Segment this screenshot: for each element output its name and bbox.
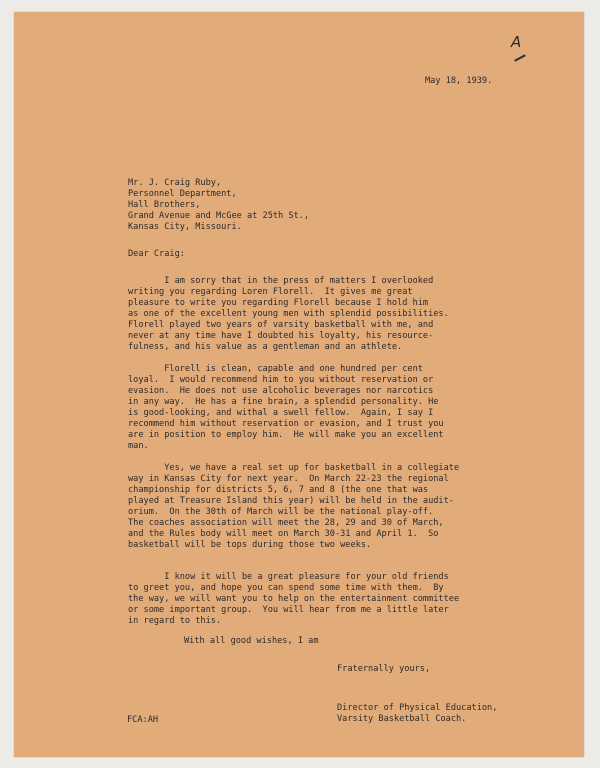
paragraph-line: orium. On the 30th of March will be the national play-off. <box>128 507 434 517</box>
letter-date: May 18, 1939. <box>425 76 493 86</box>
salutation: Dear Craig: <box>128 249 185 259</box>
paragraph-line: Florell played two years of varsity basketball with me, and <box>128 320 434 330</box>
closing-wishes: With all good wishes, I am <box>184 636 319 646</box>
paragraph-line: I am sorry that in the press of matters I overlooked <box>128 276 434 286</box>
paragraph-line: or some important group. You will hear from me a little later <box>128 605 449 615</box>
reference-initials: FCA:AH <box>127 715 159 725</box>
paragraph-line: to greet you, and hope you can spend some time with them. By <box>128 583 444 593</box>
body-paragraph-1 <box>128 276 449 353</box>
paragraph-line: in regard to this. <box>128 616 222 626</box>
paragraph-line: is good-looking, and withal a swell fellow. Again, I say I <box>128 408 434 418</box>
paragraph-line: man. <box>128 441 149 451</box>
corner-handwritten-mark: A <box>511 33 522 51</box>
paragraph-line: recommend him without reservation or evasion, and I trust you <box>128 419 444 429</box>
paragraph-line: played at Treasure Island this year) will be held in the audit- <box>128 496 454 506</box>
signature-line: Director of Physical Education, <box>337 703 498 713</box>
address-line: Kansas City, Missouri. <box>128 222 242 232</box>
paragraph-line: championship for districts 5, 6, 7 and 8 (the one that was <box>128 485 429 495</box>
signature-line: Varsity Basketball Coach. <box>337 714 467 724</box>
address-line: Personnel Department, <box>128 189 237 199</box>
paragraph-line: pleasure to write you regarding Florell because I hold him <box>128 298 429 308</box>
paragraph-line: I know it will be a great pleasure for your old friends <box>128 572 449 582</box>
letter-sheet <box>14 12 584 757</box>
paragraph-line: are in position to employ him. He will make you an excellent <box>128 430 444 440</box>
paragraph-line: The coaches association will meet the 28, 29 and 30 of March, <box>128 518 444 528</box>
paragraph-line: in any way. He has a fine brain, a splendid personality. He <box>128 397 439 407</box>
body-paragraph-2 <box>128 364 444 452</box>
complimentary-close: Fraternally yours, <box>337 664 431 674</box>
address-line: Hall Brothers, <box>128 200 201 210</box>
paragraph-line: as one of the excellent young men with splendid possibilities. <box>128 309 449 319</box>
paragraph-line: fulness, and his value as a gentleman and an athlete. <box>128 342 403 352</box>
body-paragraph-4 <box>128 572 459 627</box>
address-line: Grand Avenue and McGee at 25th St., <box>128 211 310 221</box>
paragraph-line: evasion. He does not use alcoholic beverages nor narcotics <box>128 386 434 396</box>
signature-block <box>337 703 497 725</box>
paragraph-line: and the Rules body will meet on March 30-31 and April 1. So <box>128 529 439 539</box>
body-paragraph-3 <box>128 463 459 551</box>
paragraph-line: never at any time have I doubted his loyalty, his resource- <box>128 331 434 341</box>
recipient-address <box>128 178 309 233</box>
paragraph-line: way in Kansas City for next year. On March 22-23 the regional <box>128 474 449 484</box>
paragraph-line: writing you regarding Loren Florell. It gives me great <box>128 287 413 297</box>
paragraph-line: Yes, we have a real set up for basketball in a collegiate <box>128 463 460 473</box>
paragraph-line: loyal. I would recommend him to you without reservation or <box>128 375 434 385</box>
paragraph-line: basketball will be tops during those two weeks. <box>128 540 372 550</box>
paragraph-line: the way, we will want you to help on the entertainment committee <box>128 594 460 604</box>
paragraph-line: Florell is clean, capable and one hundred per cent <box>128 364 423 374</box>
address-line: Mr. J. Craig Ruby, <box>128 178 222 188</box>
corner-mark-tick <box>514 54 526 61</box>
